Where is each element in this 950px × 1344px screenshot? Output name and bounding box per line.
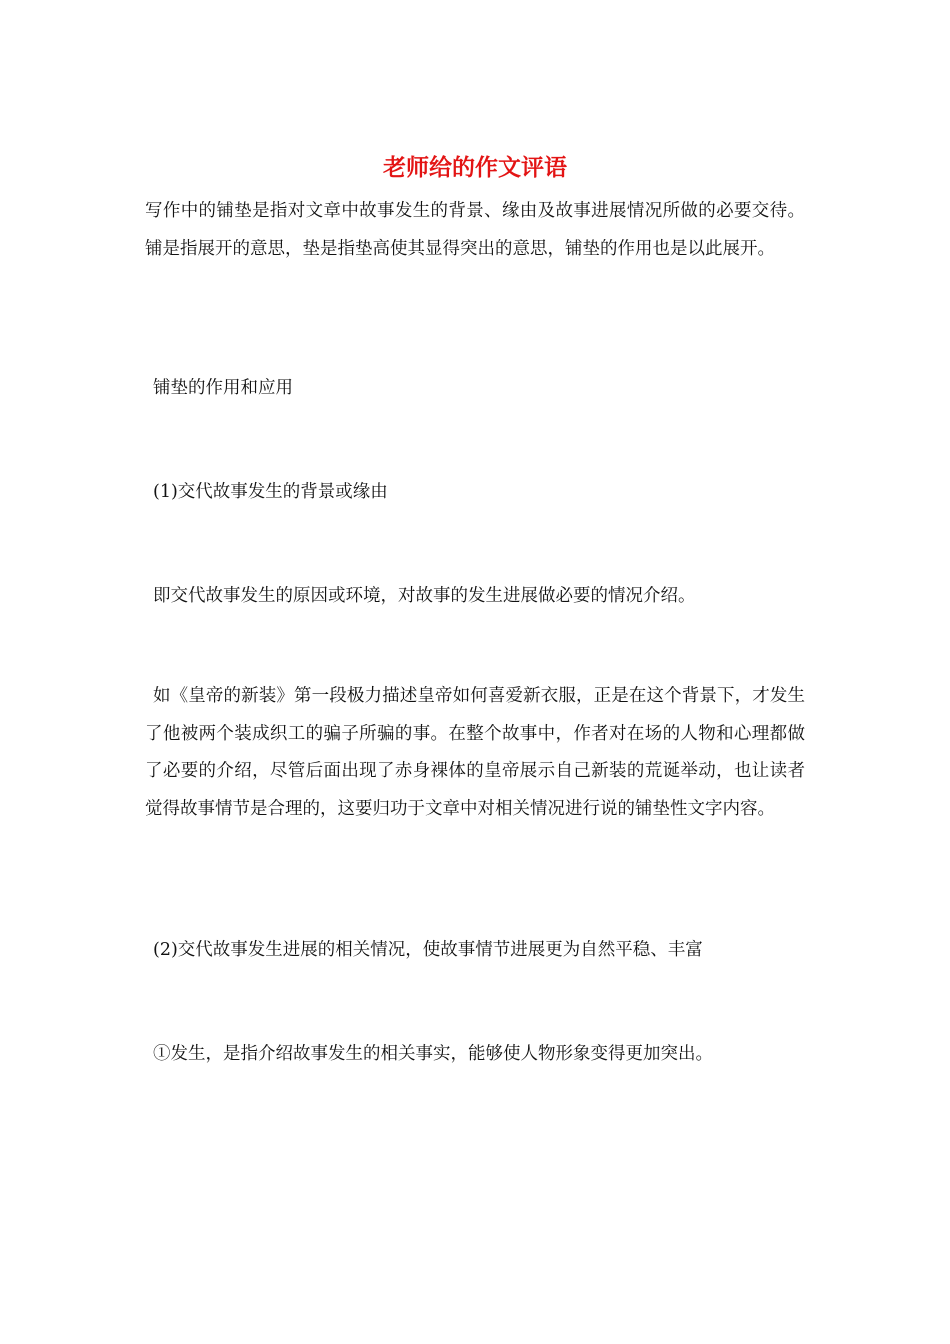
- item-1-heading: (1)交代故事发生的背景或缘由: [153, 482, 388, 502]
- document-title: 老师给的作文评语: [383, 154, 567, 181]
- sub-item-1: ①发生，是指介绍故事发生的相关事实，能够使人物形象变得更加突出。: [153, 1044, 713, 1064]
- intro-paragraph: 写作中的铺垫是指对文章中故事发生的背景、缘由及故事进展情况所做的必要交待。铺是指展开的意思，垫是指垫高使其显得突出的意思，铺垫的作用也是以此展开。: [145, 201, 805, 259]
- example-paragraph: 如《皇帝的新装》第一段极力描述皇帝如何喜爱新衣服，正是在这个背景下，才发生了他被两个装成织工的骗子所骗的事。在整个故事中，作者对在场的人物和心理都做了必要的介绍，尽管后面出现了赤身裸体的皇帝展示自己新装的荒诞举动，也让读者觉得故事情节是合理的，这要归功于文章中对相关情况进行说的铺垫性文字内容。: [145, 686, 805, 819]
- item-2-heading: (2)交代故事发生进展的相关情况，使故事情节进展更为自然平稳、丰富: [153, 940, 703, 960]
- section-heading: 铺垫的作用和应用: [153, 378, 293, 398]
- item-1-explanation: 即交代故事发生的原因或环境，对故事的发生进展做必要的情况介绍。: [153, 586, 696, 606]
